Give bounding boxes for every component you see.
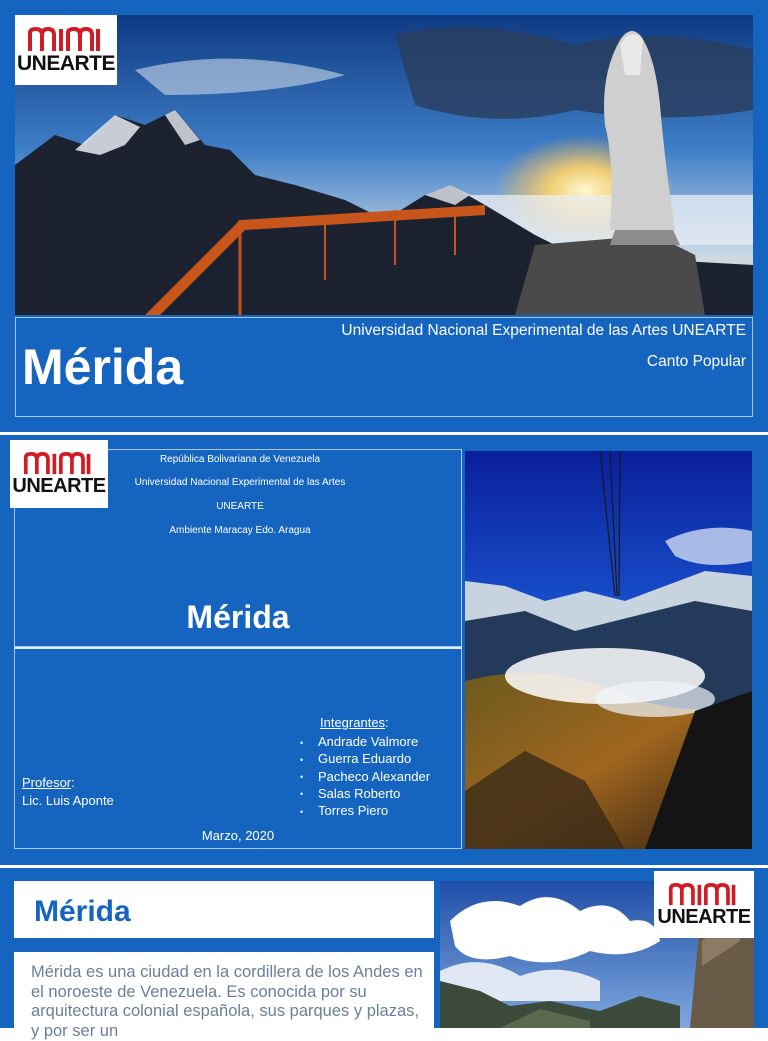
list-item: • Torres Piero <box>300 803 389 819</box>
intro-paragraph: Mérida es una ciudad en la cordillera de los Andes en el noroeste de Venezuela. Es conocida por su arquitectura colonial española, sus parques y plazas, y por ser un <box>31 963 423 1040</box>
header-line-unearte: UNEARTE <box>216 501 264 512</box>
integrantes-label: Integrantes: <box>320 715 389 730</box>
mountain-statue-illustration <box>15 15 753 315</box>
list-item: • Guerra Eduardo <box>300 751 412 767</box>
header-line-republic: República Bolivariana de Venezuela <box>159 454 321 465</box>
members-list <box>300 734 430 820</box>
unearte-logo <box>15 15 117 85</box>
presentation-date: Marzo, 2020 <box>201 828 275 843</box>
bullet: • <box>300 772 304 783</box>
header-line-university: Universidad Nacional Experimental de las Artes <box>134 477 346 488</box>
slide-title-text: Mérida <box>186 599 290 635</box>
unearte-logo-mark <box>22 452 96 476</box>
unearte-logo-mark <box>667 883 741 907</box>
slide-title-text: Mérida <box>34 895 131 928</box>
bullet: • <box>300 754 304 765</box>
bullet: • <box>300 806 304 817</box>
course-subtitle: Canto Popular <box>646 353 746 370</box>
bullet: • <box>300 789 304 800</box>
slide-intro <box>0 868 768 1040</box>
valley-cable-photo <box>465 451 752 849</box>
unearte-logo <box>10 440 108 508</box>
valley-cable-illustration <box>465 451 752 849</box>
bullet: • <box>300 737 304 748</box>
unearte-logo <box>654 871 754 938</box>
university-subtitle: Universidad Nacional Experimental de las Artes UNEARTE <box>341 322 746 339</box>
list-item: • Andrade Valmore <box>300 734 419 749</box>
slide-title-text: Mérida <box>22 339 184 395</box>
slide-title <box>0 0 768 432</box>
title-rule <box>14 938 434 952</box>
intro-card <box>14 881 434 1040</box>
slide-cover-details <box>0 435 768 865</box>
logo-text: UNEARTE <box>12 475 106 497</box>
profesor-name: Lic. Luis Aponte <box>22 793 114 808</box>
logo-text: UNEARTE <box>16 51 115 75</box>
mountain-statue-photo <box>15 15 753 315</box>
header-line-ambiente: Ambiente Maracay Edo. Aragua <box>169 525 311 536</box>
list-item: • Salas Roberto <box>300 785 401 801</box>
profesor-label: Profesor: <box>22 775 75 790</box>
list-item: • Pacheco Alexander <box>300 768 431 784</box>
unearte-logo-mark <box>28 27 104 53</box>
logo-text: UNEARTE <box>657 905 751 928</box>
